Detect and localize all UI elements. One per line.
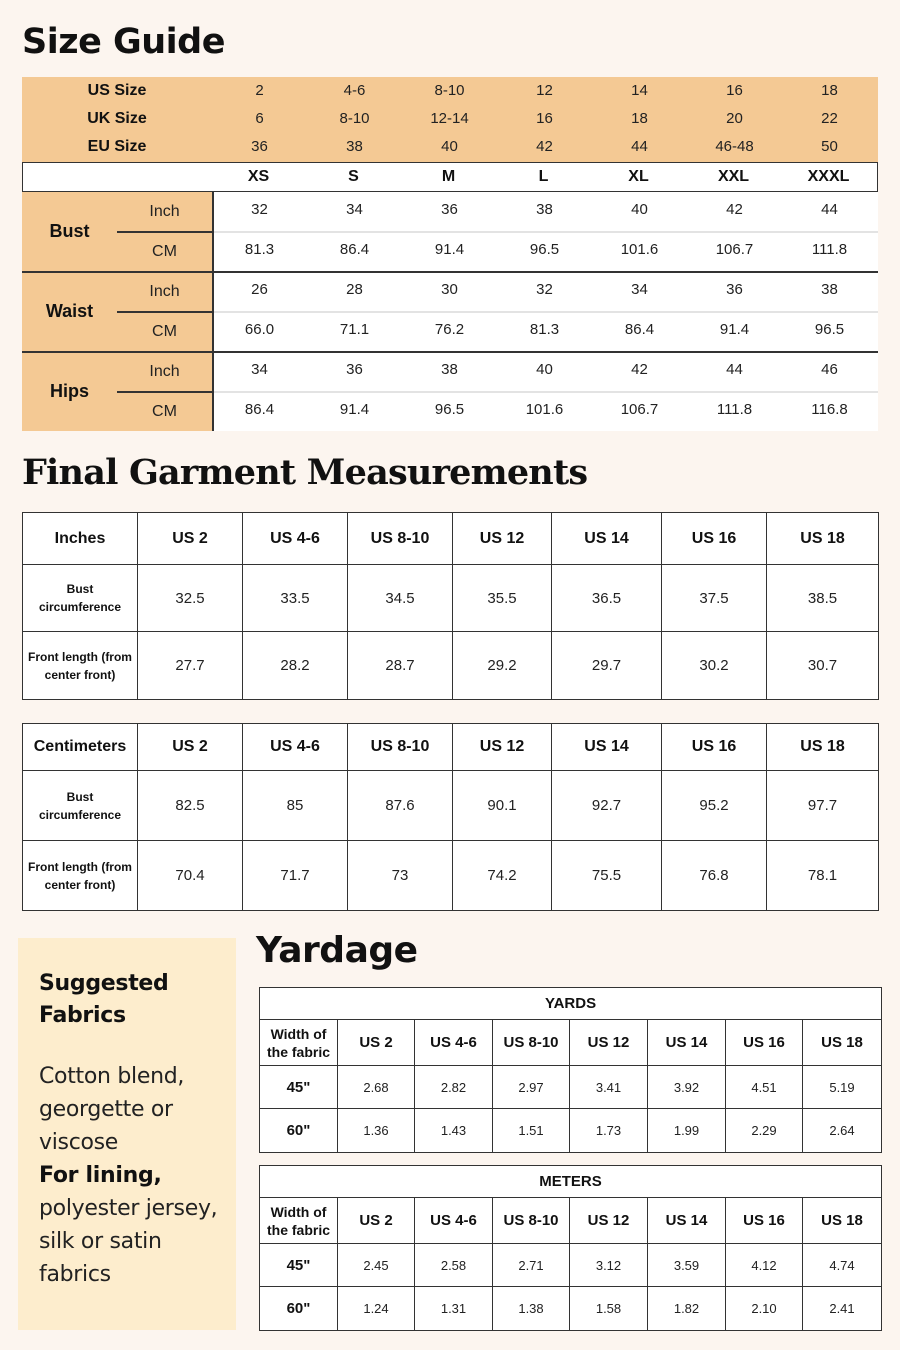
meters-caption: METERS [260,1166,882,1198]
size-header: US 18 [803,1020,882,1066]
waist-inch-cell: 32 [536,281,553,298]
table-cell: 85 [243,771,348,841]
table-cell: 90.1 [453,771,552,841]
hips-group-label [22,352,212,432]
table-cell: 30.7 [767,632,879,700]
table-cell: 1.73 [570,1109,648,1153]
waist-inch-cell: 28 [346,281,363,298]
uk-size-label: UK Size [87,110,147,127]
uk-size-cell: 18 [631,110,648,127]
table-cell: 28.2 [243,632,348,700]
bust-cm-cell: 86.4 [339,241,370,258]
us-size-cell: 18 [821,82,838,99]
table-cell: 2.71 [493,1244,570,1287]
table-cell: 97.7 [767,771,879,841]
fabrics-text [39,1060,236,1291]
size-header: US 4-6 [415,1020,493,1066]
size-header: US 2 [138,513,243,565]
letter-size-row [22,162,878,192]
width-label: Width of the fabric [260,1020,338,1066]
unit-header: Centimeters [23,724,138,771]
waist-cm-cell: 81.3 [529,321,560,338]
hips-inch-cell: 40 [536,361,553,378]
yards-table [259,987,882,1153]
final-centimeters-table [22,723,879,911]
caption-row [260,1166,882,1198]
row-label: Front length (from center front) [23,841,138,911]
hips-inch-cell: 34 [251,361,268,378]
bust-cm-cell: 111.8 [811,241,848,258]
waist-cm-cell: 71.1 [339,321,370,338]
table-row [260,1244,882,1287]
size-header: US 14 [648,1198,726,1244]
hips-cm-cell: 106.7 [620,401,659,418]
uk-size-cell: 16 [536,110,553,127]
us-size-label: US Size [87,82,147,99]
row-label: Bust circumference [23,565,138,632]
eu-size-label: EU Size [87,138,147,155]
letter-size-cell: XS [247,168,270,185]
uk-size-cell: 20 [726,110,743,127]
table-cell: 37.5 [662,565,767,632]
hips-inch-cell: 44 [726,361,743,378]
table-cell: 82.5 [138,771,243,841]
uk-size-cell: 6 [255,110,264,127]
uk-size-cell: 8-10 [339,110,370,127]
bust-label: Bust [49,221,90,241]
final-measurements-title: Final Garment Measurements [22,452,588,493]
size-header: US 8-10 [348,513,453,565]
table-cell: 76.8 [662,841,767,911]
table-row [23,841,879,911]
table-cell: 35.5 [453,565,552,632]
eu-size-row [22,133,878,161]
table-cell: 78.1 [767,841,879,911]
uk-size-row [22,105,878,133]
table-header-row [23,513,879,565]
cm-label: CM [152,323,177,340]
table-cell: 71.7 [243,841,348,911]
table-cell: 92.7 [552,771,662,841]
table-cell: 3.59 [648,1244,726,1287]
waist-label: Waist [45,301,94,321]
row-label: Bust circumference [23,771,138,841]
inch-label: Inch [149,203,180,220]
table-cell: 2.64 [803,1109,882,1153]
lining-label: For lining, [39,1163,162,1188]
lining-fabrics-text: polyester jersey, silk or satin fabrics [39,1196,218,1287]
waist-inch-cell: 34 [631,281,648,298]
table-row [260,1066,882,1109]
hips-cm-cell: 91.4 [339,401,370,418]
bust-cm-cell: 96.5 [529,241,560,258]
size-conversion-header [22,77,878,162]
size-guide-table [22,77,878,431]
hips-inch-cell: 46 [821,361,838,378]
meters-table [259,1165,882,1331]
table-cell: 1.31 [415,1287,493,1331]
row-label: Front length (from center front) [23,632,138,700]
size-header: US 12 [453,724,552,771]
table-header-row [260,1020,882,1066]
width-label: Width of the fabric [260,1198,338,1244]
uk-size-cell: 12-14 [430,110,469,127]
size-header: US 8-10 [493,1020,570,1066]
width-value: 45" [260,1244,338,1287]
table-cell: 4.51 [726,1066,803,1109]
us-size-cell: 8-10 [434,82,465,99]
hips-inch-cell: 42 [631,361,648,378]
waist-cm-cell: 86.4 [624,321,655,338]
bust-inch-cell: 36 [441,201,458,218]
waist-inch-cell: 26 [251,281,268,298]
size-header: US 12 [453,513,552,565]
bust-cm-cell: 91.4 [434,241,465,258]
table-cell: 29.7 [552,632,662,700]
waist-cm-cell: 91.4 [719,321,750,338]
us-size-cell: 14 [631,82,648,99]
table-row [260,1109,882,1153]
letter-size-cell: XXXL [807,168,850,185]
table-cell: 74.2 [453,841,552,911]
inch-label: Inch [149,363,180,380]
table-cell: 2.45 [338,1244,415,1287]
table-cell: 95.2 [662,771,767,841]
table-cell: 28.7 [348,632,453,700]
table-cell: 1.99 [648,1109,726,1153]
eu-size-cell: 42 [536,138,553,155]
bust-inch-cell: 40 [631,201,648,218]
size-header: US 2 [138,724,243,771]
width-value: 45" [260,1066,338,1109]
eu-size-cell: 40 [441,138,458,155]
table-cell: 87.6 [348,771,453,841]
size-header: US 16 [662,724,767,771]
table-cell: 4.12 [726,1244,803,1287]
size-header: US 2 [338,1020,415,1066]
table-cell: 33.5 [243,565,348,632]
waist-cm-cell: 76.2 [434,321,465,338]
fabrics-title: Suggested Fabrics [39,971,169,1028]
hips-cm-cell: 101.6 [525,401,564,418]
final-inches-table [22,512,879,700]
us-size-cell: 4-6 [343,82,366,99]
table-cell: 1.58 [570,1287,648,1331]
table-cell: 3.41 [570,1066,648,1109]
bust-cm-cell: 106.7 [715,241,754,258]
table-cell: 1.43 [415,1109,493,1153]
table-cell: 36.5 [552,565,662,632]
table-cell: 38.5 [767,565,879,632]
eu-size-cell: 44 [631,138,648,155]
table-cell: 2.97 [493,1066,570,1109]
table-cell: 1.24 [338,1287,415,1331]
waist-inch-cell: 36 [726,281,743,298]
size-header: US 12 [570,1198,648,1244]
letter-size-cell: S [348,168,359,185]
bust-inch-cell: 42 [726,201,743,218]
table-header-row [23,724,879,771]
waist-inch-cell: 30 [441,281,458,298]
size-header: US 16 [726,1198,803,1244]
letter-size-cell: XXL [717,168,750,185]
size-header: US 18 [767,513,879,565]
size-header: US 8-10 [348,724,453,771]
table-cell: 1.51 [493,1109,570,1153]
size-header: US 8-10 [493,1198,570,1244]
yards-caption: YARDS [260,988,882,1020]
table-row [23,565,879,632]
letter-size-cell: L [538,168,549,185]
cm-label: CM [152,403,177,420]
size-header: US 4-6 [415,1198,493,1244]
table-cell: 1.36 [338,1109,415,1153]
table-cell: 2.41 [803,1287,882,1331]
size-header: US 4-6 [243,513,348,565]
size-header: US 4-6 [243,724,348,771]
hips-cm-cell: 116.8 [811,401,848,418]
table-cell: 1.38 [493,1287,570,1331]
table-cell: 3.12 [570,1244,648,1287]
table-cell: 2.68 [338,1066,415,1109]
size-header: US 18 [767,724,879,771]
cm-label: CM [152,243,177,260]
table-cell: 30.2 [662,632,767,700]
hips-inch-cell: 38 [441,361,458,378]
measurement-labels [22,192,212,431]
bust-inch-cell: 34 [346,201,363,218]
table-cell: 5.19 [803,1066,882,1109]
waist-inch-cell: 38 [821,281,838,298]
size-header: US 14 [552,513,662,565]
hips-label: Hips [49,381,89,401]
table-row [260,1287,882,1331]
letter-size-cell: XL [628,168,649,185]
size-header: US 14 [648,1020,726,1066]
us-size-cell: 16 [726,82,743,99]
table-cell: 32.5 [138,565,243,632]
table-row [23,771,879,841]
table-cell: 2.82 [415,1066,493,1109]
eu-size-cell: 36 [251,138,268,155]
table-cell: 1.82 [648,1287,726,1331]
us-size-row [22,77,878,105]
table-cell: 2.10 [726,1287,803,1331]
size-header: US 12 [570,1020,648,1066]
table-cell: 73 [348,841,453,911]
bust-cm-cell: 81.3 [244,241,275,258]
bust-group-label [22,192,212,272]
table-cell: 29.2 [453,632,552,700]
width-value: 60" [260,1109,338,1153]
eu-size-cell: 46-48 [715,138,754,155]
table-cell: 27.7 [138,632,243,700]
table-cell: 75.5 [552,841,662,911]
letter-size-cell: M [441,168,456,185]
width-value: 60" [260,1287,338,1331]
us-size-cell: 12 [536,82,553,99]
main-fabrics-text: Cotton blend, georgette or viscose [39,1064,185,1155]
bust-inch-cell: 44 [821,201,838,218]
table-header-row [260,1198,882,1244]
size-header: US 16 [662,513,767,565]
inch-label: Inch [149,283,180,300]
size-header: US 16 [726,1020,803,1066]
eu-size-cell: 50 [821,138,838,155]
waist-group-label [22,272,212,352]
hips-cm-cell: 111.8 [716,401,753,418]
table-cell: 2.29 [726,1109,803,1153]
bust-cm-cell: 101.6 [620,241,659,258]
size-header: US 2 [338,1198,415,1244]
waist-cm-cell: 96.5 [814,321,845,338]
table-cell: 3.92 [648,1066,726,1109]
uk-size-cell: 22 [821,110,838,127]
table-cell: 4.74 [803,1244,882,1287]
eu-size-cell: 38 [346,138,363,155]
hips-cm-cell: 96.5 [434,401,465,418]
table-cell: 34.5 [348,565,453,632]
bust-inch-cell: 32 [251,201,268,218]
size-header: US 14 [552,724,662,771]
table-row [23,632,879,700]
table-cell: 70.4 [138,841,243,911]
size-header: US 18 [803,1198,882,1244]
bust-inch-cell: 38 [536,201,553,218]
yardage-title: Yardage [256,930,418,971]
hips-cm-cell: 86.4 [244,401,275,418]
suggested-fabrics-panel [18,938,236,1330]
caption-row [260,988,882,1020]
table-cell: 2.58 [415,1244,493,1287]
size-guide-title: Size Guide [22,22,225,62]
us-size-cell: 2 [255,82,264,99]
unit-header: Inches [23,513,138,565]
waist-cm-cell: 66.0 [244,321,275,338]
hips-inch-cell: 36 [346,361,363,378]
